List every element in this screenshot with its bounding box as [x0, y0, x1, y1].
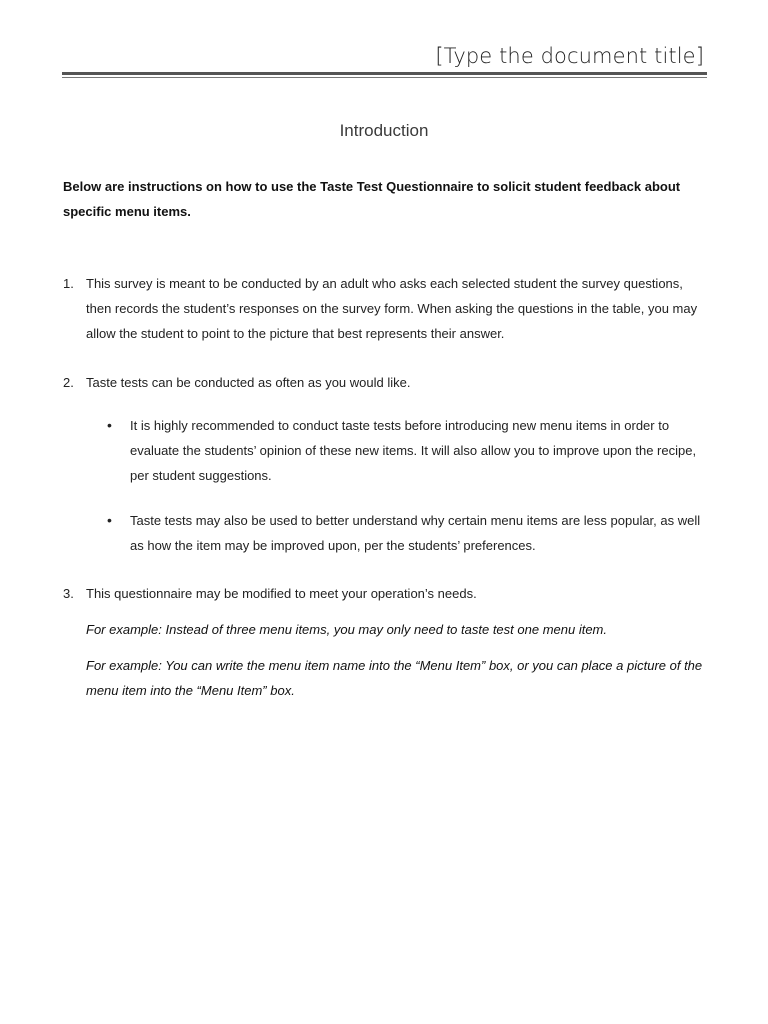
document-title[interactable]: [Type the document title]	[435, 44, 704, 68]
bullet-icon: •	[107, 512, 112, 528]
list-number: 2.	[63, 375, 74, 390]
bullet-text: Taste tests may also be used to better understand why certain menu items are less popular, as well as how the item may be improved upon, per the students’ preferences.	[130, 513, 701, 553]
list-item-2	[63, 370, 713, 395]
example-paragraph-2: For example: You can write the menu item name into the “Menu Item” box, or you can place a picture of the menu item into the “Menu Item” box.	[86, 658, 703, 698]
bullet-item-2	[107, 508, 707, 558]
intro-paragraph: Below are instructions on how to use the Taste Test Questionnaire to solicit student feedback about specific menu items.	[63, 179, 681, 219]
list-number: 3.	[63, 586, 74, 601]
bullet-text: It is highly recommended to conduct taste tests before introducing new menu items in order to evaluate the students’ opinion of these new items. It will also allow you to improve upon the recipe, per student suggestions.	[130, 418, 697, 483]
bullet-item-1	[107, 413, 707, 488]
header-rule-thin	[62, 77, 707, 78]
header-rule-thick	[62, 72, 707, 75]
list-text: Taste tests can be conducted as often as you would like.	[86, 375, 411, 390]
list-text: This survey is meant to be conducted by an adult who asks each selected student the survey questions, then records the student’s responses on the survey form. When asking the questions in the table, you may allow the student to point to the picture that best represents their answer.	[86, 276, 698, 341]
list-text: This questionnaire may be modified to meet your operation’s needs.	[86, 586, 477, 601]
list-item-3	[63, 581, 713, 606]
bullet-icon: •	[107, 417, 112, 433]
list-number: 1.	[63, 276, 74, 291]
section-heading: Introduction	[339, 121, 429, 140]
example-paragraph-1: For example: Instead of three menu items, you may only need to taste test one menu item.	[86, 622, 607, 637]
list-item-1	[63, 271, 713, 346]
